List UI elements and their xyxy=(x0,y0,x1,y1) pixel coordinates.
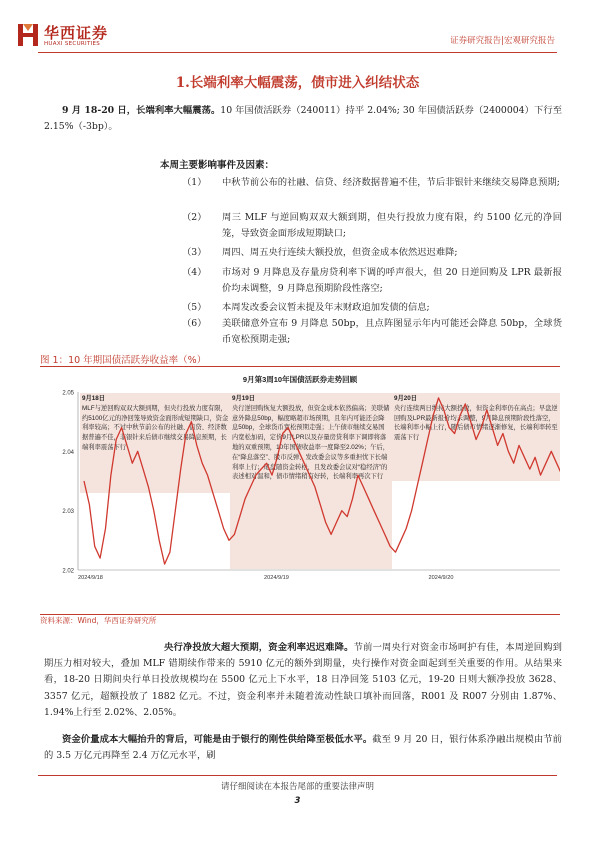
funding-cost-paragraph xyxy=(44,732,562,764)
x-tick-label: 2024/9/20 xyxy=(428,575,454,581)
list-item-text: 本周发改委会议暂未提及年末财政追加发债的信息; xyxy=(222,302,430,313)
page-header xyxy=(0,0,595,58)
annotation-date: 9月18日 xyxy=(82,395,106,402)
list-item-text: 中秋节前公布的社融、信贷、经济数据普遍不佳，节后非银针来继续交易降息预期; xyxy=(222,177,560,188)
section-title: 1.长端利率大幅震荡，债市进入纠结状态 xyxy=(175,75,420,91)
funding-body: 截至 9 月 20 日，银行体系净融出规模由节前的 3.5 万亿元再降至 2.4 万亿元水平，刷 xyxy=(44,734,562,762)
page-number: 3 xyxy=(294,796,301,806)
annotation-date: 9月20日 xyxy=(394,395,418,402)
figure-caption: 图 1：10 年期国债活跃券收益率（%） xyxy=(40,355,207,366)
legal-notice: 请仔细阅读在本报告尾部的重要法律声明 xyxy=(220,782,374,792)
y-tick-label: 2.04 xyxy=(62,449,74,456)
report-type-label: 证券研究报告|宏观研究报告 xyxy=(450,36,555,46)
list-item-text: 市场对 9 月降息及存量房贷利率下调的呼声很大，但 20 日逆回购及 LPR 最新报价均未调整，9 月降息预期阶段性落空; xyxy=(222,267,562,295)
list-item-number: （1） xyxy=(182,177,207,188)
yield-line-chart xyxy=(40,370,560,610)
intro-paragraph xyxy=(44,103,562,135)
list-item-number: （4） xyxy=(182,267,207,278)
list-item-text: 周三 MLF 与逆回购双双大额到期，但央行投放力度有限，约 5100 亿元的净回笼，导致资金面形成短期缺口; xyxy=(222,212,562,240)
list-item-text: 周四、周五央行连续大额投放，但资金成本依然迟迟难降; xyxy=(222,247,458,258)
y-tick-label: 2.02 xyxy=(62,568,74,575)
intro-bold-lead: 9 月 18-20 日，长端利率大幅震荡。 xyxy=(62,105,221,116)
intro-body: 10 年国债活跃券（240011）持平 2.04%; 30 年国债活跃券（2400004）下行至 2.15%（-3bp）。 xyxy=(44,105,562,133)
header-divider xyxy=(38,52,557,53)
liquidity-paragraph xyxy=(44,640,562,721)
list-item-number: （6） xyxy=(182,318,207,329)
x-tick-label: 2024/9/19 xyxy=(263,575,289,581)
x-tick-label: 2024/9/18 xyxy=(78,575,103,581)
logo-chinese-name: 华西证券 xyxy=(44,24,109,42)
y-tick-label: 2.03 xyxy=(62,509,74,516)
huaxi-logo-icon xyxy=(17,22,39,48)
list-item-number: （2） xyxy=(182,212,207,223)
footer-divider xyxy=(38,775,557,776)
annotation-text: 央行逆回购恢复大额投放，但资金成本依然偏高；美联储意外降息50bp，幅度略超市场预期，且年内可能还会降息50bp，全球货币宽松预期走强；上午债市继续交易国内宽松加码，定价9月LPR以及存量房贷利率下调即将落地的双重预期，10年国债收益率一度降至2.02%；午后，在“降息落空”、股市反弹、发改委会议等多重担忧下长端利率上行；尾盘随资金转松，且发改委会议对“稳经济”的表述相对温和，债市情绪稍有好转，长端利率再次下行 xyxy=(232,404,390,481)
list-item-number: （3） xyxy=(182,247,207,258)
y-tick-label: 2.05 xyxy=(62,390,74,397)
list-item-number: （5） xyxy=(182,302,207,313)
chart-title: 9月第3周10年国债活跃券走势回顾 xyxy=(242,375,358,384)
logo-english-name: HUAXI SECURITIES xyxy=(44,41,101,47)
liquidity-body: 节前一周央行对资金市场呵护有佳，本周逆回购到期压力相对较大，叠加 MLF 错期续作带来的 5910 亿元的额外到期量，央行操作对资金面起到至关重要的作用。从结果来看，18-20 日期间央行单日投放规模均在 5500 亿元上下水平，18 日净回笼 5103 亿元，19-20 日则大额净投放 3628、3357 亿元，超额投放了 1882 亿元。不过，资金利率并未随着流动性缺口填补而回落，R001 及 R007 分别由 1.87%、1.94%上行至 2.02%、2.05%。 xyxy=(44,642,562,718)
events-heading: 本周主要影响事件及因素： xyxy=(160,160,275,171)
figure-source: 资料来源：Wind，华西证券研究所 xyxy=(40,616,157,625)
list-item-text: 美联储意外宣布 9 月降息 50bp，且点阵图显示年内可能还会降息 50bp，全球货币宽松预期走强; xyxy=(222,318,562,346)
annotation-9-19 xyxy=(232,394,390,568)
y-tick-labels xyxy=(62,391,74,575)
liquidity-bold-lead: 央行净投放大超大预期，资金利率迟迟难降。 xyxy=(164,642,354,653)
annotation-text: 央行连续两日维持大额投放，但资金利率仍在高点；早盘逆回购及LPR最新报价均未调整，9月降息预期阶段性落空，长端利率小幅上行，随后债市情绪逐渐修复，长端利率转至震荡下行 xyxy=(394,404,558,442)
annotation-date: 9月19日 xyxy=(232,395,256,402)
annotation-text: MLF与逆回购双双大额到期，但央行投放力度有限，约5100亿元的净回笼导致资金面形成短期缺口，资金利率较高；不过中秋节前公布的社融、信贷、经济数据普遍不佳，非银针来后债市继续交易降息预期，长端利率震荡下行 xyxy=(82,404,229,451)
figure-top-rule xyxy=(40,366,560,367)
x-tick-labels xyxy=(78,575,453,581)
funding-bold-lead: 资金价量成本大幅抬升的背后，可能是由于银行的刚性供给降至极低水平。 xyxy=(62,734,373,745)
